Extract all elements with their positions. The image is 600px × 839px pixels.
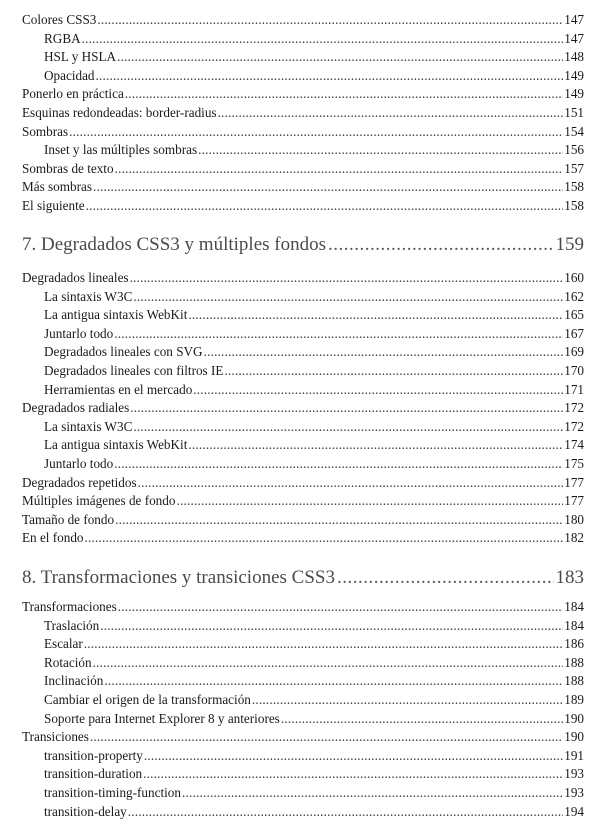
- toc-entry-label: Opacidad: [44, 67, 95, 83]
- toc-entry-label: Sombras: [22, 123, 69, 139]
- leader-dots: [93, 178, 563, 196]
- toc-entry[interactable]: [22, 104, 584, 122]
- toc-entry-label: transition-property: [44, 747, 143, 763]
- toc-entry[interactable]: [22, 399, 584, 417]
- toc-entry[interactable]: [22, 492, 584, 510]
- toc-entry-page-number: 193: [564, 766, 584, 782]
- toc-entry[interactable]: [22, 511, 584, 529]
- leader-dots: [86, 197, 564, 215]
- leader-dots: [281, 710, 563, 728]
- leader-dots: [176, 492, 563, 510]
- leader-dots: [128, 803, 563, 821]
- toc-entry-page-number: 189: [564, 692, 584, 707]
- toc-entry-label: Juntarlo todo: [44, 325, 114, 341]
- toc-entry[interactable]: [22, 178, 584, 196]
- toc-entry[interactable]: [44, 747, 584, 765]
- toc-entry-page-number: 188: [564, 654, 584, 670]
- toc-entry-label: La sintaxis W3C: [44, 288, 133, 304]
- toc-entry-page-number: 147: [564, 12, 584, 27]
- toc-entry-label: Transformaciones: [22, 599, 117, 614]
- toc-entry[interactable]: [44, 288, 584, 306]
- toc-entry-page-number: 172: [564, 400, 584, 416]
- toc-entry-page-number: 193: [564, 785, 584, 800]
- leader-dots: [198, 141, 563, 159]
- toc-entry[interactable]: [22, 197, 584, 215]
- toc-entry-page-number: 148: [564, 49, 584, 65]
- leader-dots: [193, 381, 563, 399]
- leader-dots: [114, 325, 563, 343]
- toc-entry[interactable]: [22, 269, 584, 287]
- toc-entry[interactable]: [44, 381, 584, 399]
- toc-entry-page-number: 151: [564, 105, 584, 120]
- toc-entry[interactable]: [22, 123, 584, 141]
- toc-entry-page-number: 186: [564, 636, 584, 652]
- toc-entry-label: Inclinación: [44, 673, 104, 689]
- toc-entry-page-number: 177: [564, 474, 584, 490]
- leader-dots: [188, 436, 563, 454]
- chapter-page-number: 159: [555, 234, 584, 255]
- toc-entry-label: Múltiples imágenes de fondo: [22, 493, 176, 509]
- leader-dots: [138, 474, 564, 492]
- toc-entry-label: En el fondo: [22, 530, 84, 546]
- toc-entry-label: HSL y HSLA: [44, 49, 117, 65]
- toc-entry[interactable]: [44, 784, 584, 802]
- toc-entry-page-number: 165: [564, 307, 584, 323]
- chapter-page-number: 183: [555, 567, 584, 588]
- toc-entry[interactable]: [44, 30, 584, 48]
- toc-entry-page-number: 182: [564, 530, 584, 546]
- toc-entry-page-number: 188: [564, 673, 584, 689]
- toc-entry-page-number: 149: [564, 67, 584, 83]
- toc-entry-label: Degradados lineales con SVG: [44, 344, 203, 360]
- toc-entry-label: Degradados lineales con filtros IE: [44, 363, 224, 378]
- toc-entry-label: La antigua sintaxis WebKit: [44, 437, 188, 453]
- toc-entry-label: Traslación: [44, 617, 100, 633]
- toc-entry[interactable]: [44, 362, 584, 380]
- toc-entry-page-number: 174: [564, 437, 584, 453]
- leader-dots: [130, 269, 564, 287]
- toc-entry[interactable]: [22, 598, 584, 616]
- leader-dots: [117, 48, 563, 66]
- toc-entry[interactable]: [44, 635, 584, 653]
- toc-entry[interactable]: [44, 325, 584, 343]
- toc-entry-label: La antigua sintaxis WebKit: [44, 307, 188, 323]
- toc-entry-page-number: 162: [564, 288, 584, 304]
- toc-entry-page-number: 149: [564, 86, 584, 102]
- leader-dots: [133, 288, 563, 306]
- toc-entry[interactable]: [44, 672, 584, 690]
- toc-entry-page-number: 175: [564, 456, 584, 471]
- toc-entry-label: Sombras de texto: [22, 160, 114, 176]
- toc-entry-page-number: 184: [564, 599, 584, 614]
- toc-entry-label: Escalar: [44, 636, 83, 652]
- toc-entry-label: Degradados radiales: [22, 400, 130, 416]
- toc-entry-label: Transiciones: [22, 729, 89, 745]
- leader-dots: [104, 672, 563, 690]
- toc-entry-page-number: 158: [564, 198, 584, 213]
- toc-entry-label: Colores CSS3: [22, 12, 97, 27]
- leader-dots: [82, 30, 564, 48]
- leader-dots: [337, 565, 554, 591]
- toc-entry[interactable]: [44, 691, 584, 709]
- chapter-heading[interactable]: [22, 565, 584, 591]
- toc-entry-label: transition-delay: [44, 803, 127, 819]
- toc-entry[interactable]: [22, 728, 584, 746]
- toc-entry-page-number: 160: [564, 270, 584, 285]
- chapter-title: 8. Transformaciones y transiciones CSS3: [22, 567, 335, 588]
- leader-dots: [252, 691, 563, 709]
- leader-dots: [188, 306, 563, 324]
- toc-entry-page-number: 158: [564, 179, 584, 195]
- toc-entry-label: Rotación: [44, 654, 92, 670]
- toc-entry[interactable]: [44, 617, 584, 635]
- leader-dots: [224, 362, 563, 380]
- toc-entry[interactable]: [44, 654, 584, 672]
- toc-entry[interactable]: [44, 455, 584, 473]
- toc-entry-label: Más sombras: [22, 179, 92, 195]
- toc-entry-page-number: 190: [564, 729, 584, 745]
- leader-dots: [114, 455, 563, 473]
- toc-entry[interactable]: [22, 85, 584, 103]
- toc-entry-page-number: 177: [564, 493, 584, 509]
- toc-entry[interactable]: [44, 48, 584, 66]
- toc-entry[interactable]: [44, 803, 584, 821]
- toc-entry-page-number: 191: [564, 747, 584, 763]
- toc-entry-page-number: 180: [564, 511, 584, 527]
- chapter-title: 7. Degradados CSS3 y múltiples fondos: [22, 234, 326, 255]
- leader-dots: [85, 529, 564, 547]
- toc-entry-label: Ponerlo en práctica: [22, 86, 124, 102]
- leader-dots: [182, 784, 563, 802]
- toc-entry[interactable]: [44, 343, 584, 361]
- leader-dots: [69, 123, 563, 141]
- toc-entry-page-number: 190: [564, 710, 584, 726]
- leader-dots: [133, 418, 563, 436]
- toc-entry-label: Juntarlo todo: [44, 456, 114, 471]
- leader-dots: [144, 747, 563, 765]
- toc-entry-page-number: 169: [564, 344, 584, 360]
- toc-entry-label: Herramientas en el mercado: [44, 381, 193, 397]
- toc-entry-page-number: 171: [564, 381, 584, 397]
- leader-dots: [93, 654, 564, 672]
- toc-entry[interactable]: [44, 765, 584, 783]
- leader-dots: [204, 343, 564, 361]
- toc-entry-page-number: 172: [564, 418, 584, 434]
- leader-dots: [100, 617, 563, 635]
- leader-dots: [218, 104, 564, 122]
- toc-entry[interactable]: [44, 418, 584, 436]
- toc-entry-page-number: 154: [564, 123, 584, 139]
- toc-entry-label: La sintaxis W3C: [44, 418, 133, 434]
- toc-entry-label: Degradados lineales: [22, 270, 129, 285]
- leader-dots: [84, 635, 563, 653]
- toc-entry[interactable]: [22, 529, 584, 547]
- toc-entry-label: Inset y las múltiples sombras: [44, 142, 198, 158]
- leader-dots: [115, 160, 564, 178]
- leader-dots: [97, 11, 563, 29]
- toc-entry-page-number: 147: [564, 30, 584, 46]
- toc-entry-label: Tamaño de fondo: [22, 511, 115, 527]
- toc-entry[interactable]: [44, 141, 584, 159]
- toc-entry[interactable]: [44, 306, 584, 324]
- toc-entry-label: Cambiar el origen de la transformación: [44, 692, 251, 707]
- leader-dots: [130, 399, 563, 417]
- leader-dots: [115, 511, 563, 529]
- leader-dots: [90, 728, 563, 746]
- toc-entry[interactable]: [22, 474, 584, 492]
- toc-entry-page-number: 167: [564, 325, 584, 341]
- toc-entry-page-number: 170: [564, 363, 584, 378]
- toc-entry[interactable]: [22, 160, 584, 178]
- toc-entry-page-number: 157: [564, 160, 584, 176]
- leader-dots: [328, 232, 554, 258]
- toc-entry[interactable]: [22, 11, 584, 29]
- toc-entry-label: Esquinas redondeadas: border-radius: [22, 105, 217, 120]
- toc-entry-label: Soporte para Internet Explorer 8 y anteriores: [44, 710, 280, 726]
- toc-entry-label: RGBA: [44, 30, 81, 46]
- toc-entry[interactable]: [44, 67, 584, 85]
- toc-entry-page-number: 156: [564, 142, 584, 158]
- leader-dots: [118, 598, 563, 616]
- toc-entry-label: Degradados repetidos: [22, 474, 137, 490]
- toc-entry-label: transition-timing-function: [44, 785, 181, 800]
- toc-entry[interactable]: [44, 710, 584, 728]
- toc-entry-label: El siguiente: [22, 198, 85, 213]
- toc-entry-page-number: 184: [564, 617, 584, 633]
- chapter-heading[interactable]: [22, 232, 584, 258]
- leader-dots: [96, 67, 564, 85]
- toc-entry-label: transition-duration: [44, 766, 143, 782]
- leader-dots: [143, 765, 563, 783]
- toc-entry-page-number: 194: [564, 803, 584, 819]
- leader-dots: [125, 85, 563, 103]
- toc-entry[interactable]: [44, 436, 584, 454]
